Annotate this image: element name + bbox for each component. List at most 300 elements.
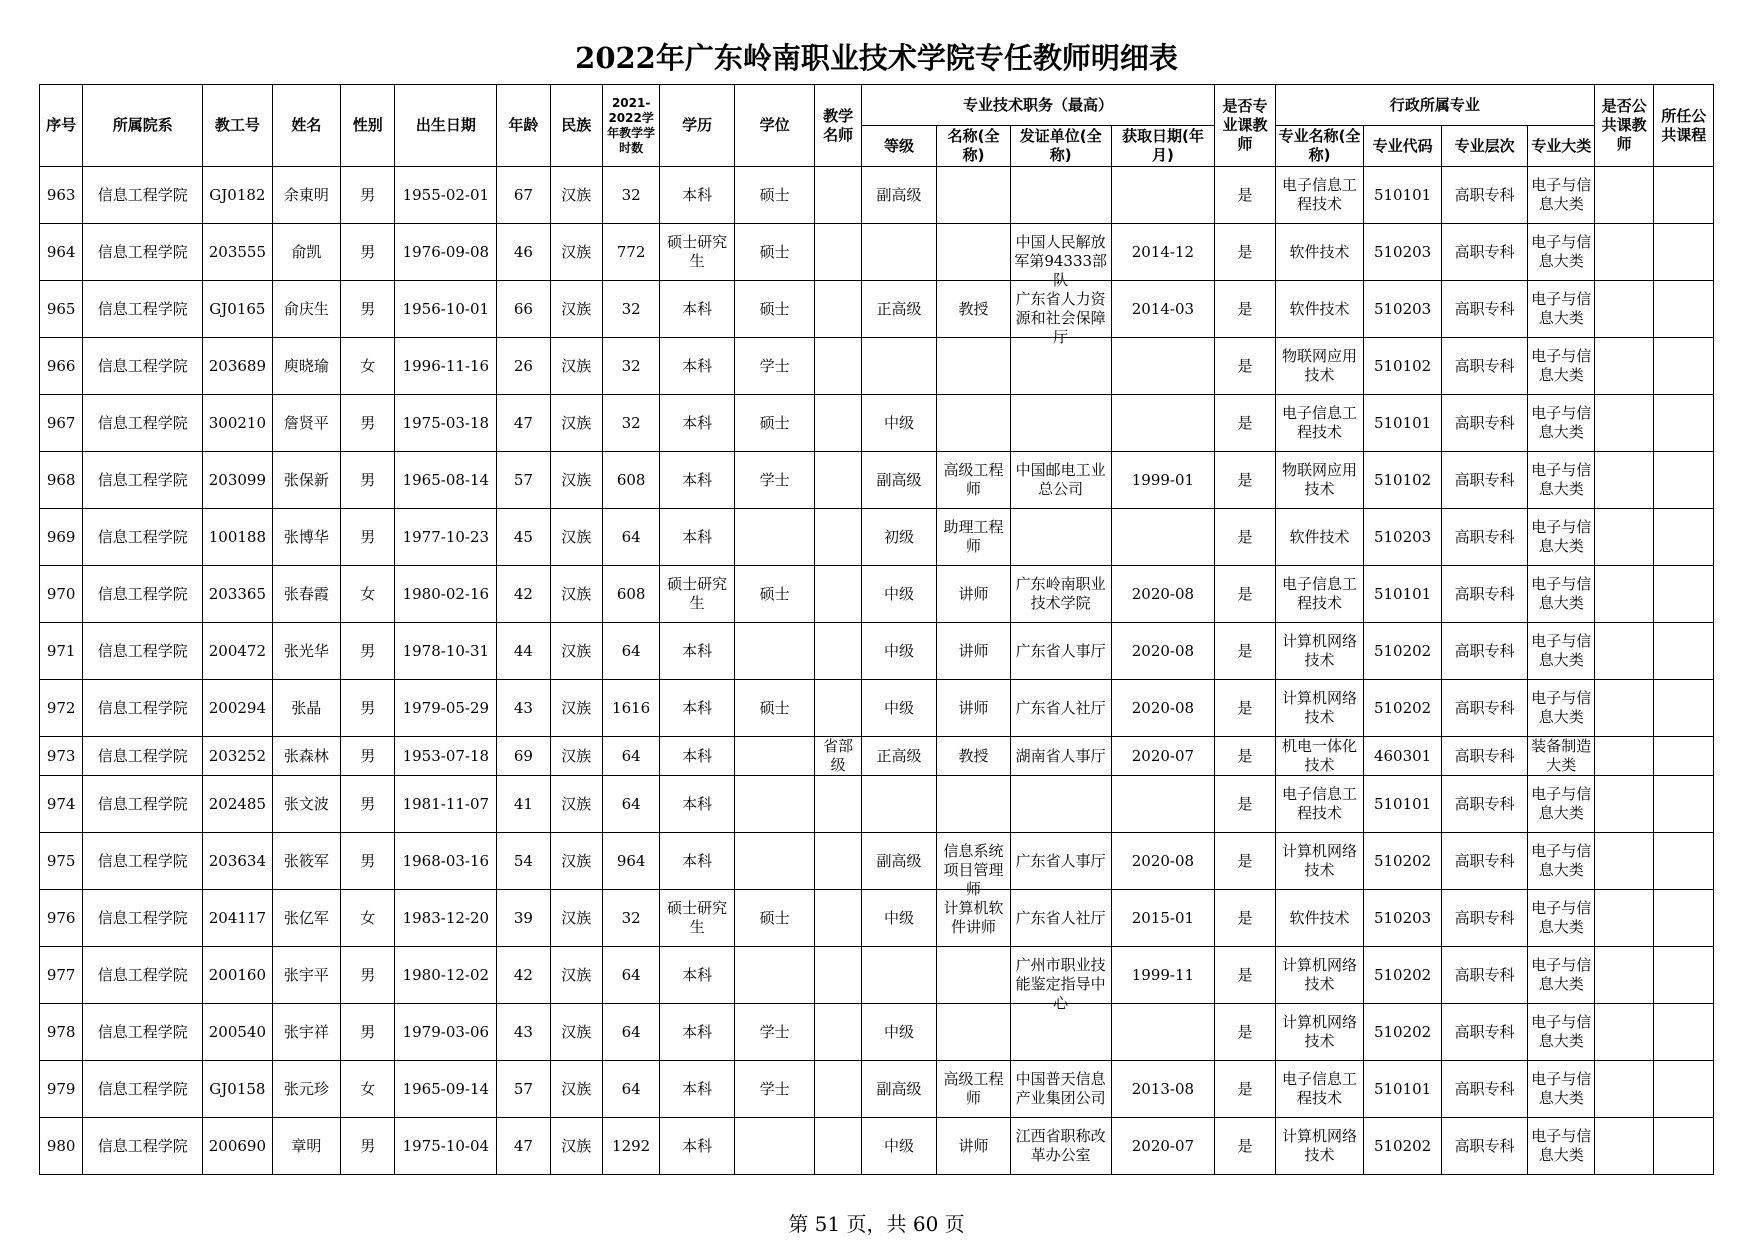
cell-gender [341, 1061, 395, 1118]
cell-seq [40, 167, 83, 224]
cell-text: 1975-03-18 [402, 413, 490, 432]
cell-text: 高职专科 [1454, 1136, 1515, 1155]
cell-age [497, 1118, 550, 1175]
cell-text: 510101 [1373, 584, 1432, 603]
cell-text: 100188 [208, 527, 267, 546]
cell-cat [1528, 1061, 1594, 1118]
cell-text: 973 [46, 746, 76, 765]
cell-age [497, 890, 550, 947]
header-hours: 2021-2022学年教学学时数 [602, 85, 659, 167]
cell-text: 男 [360, 641, 376, 660]
cell-text: 510202 [1373, 641, 1432, 660]
cell-text: 1616 [612, 698, 651, 717]
cell-major [1275, 1118, 1364, 1175]
cell-hours [602, 395, 659, 452]
cell-text: 电子与信息大类 [1531, 1013, 1592, 1050]
cell-id [203, 281, 272, 338]
cell-text: 高职专科 [1454, 1079, 1515, 1098]
cell-text: 汉族 [561, 794, 592, 813]
cell-ethnic [550, 281, 602, 338]
cell-grade [861, 1004, 937, 1061]
cell-text: 汉族 [561, 242, 592, 261]
header-education: 学历 [660, 85, 735, 167]
cell-gender [341, 947, 395, 1004]
cell-grade [861, 167, 937, 224]
cell-text: 讲师 [958, 1136, 989, 1155]
cell-cat [1528, 224, 1594, 281]
cell-grade [861, 1061, 937, 1118]
cell-degree [734, 452, 815, 509]
cell-text: 计算机网络技术 [1282, 1013, 1358, 1050]
cell-text: 信息工程学院 [97, 1079, 188, 1098]
cell-code [1364, 776, 1442, 833]
cell-famous [815, 395, 861, 452]
cell-text: 男 [360, 1136, 376, 1155]
cell-course [1654, 167, 1714, 224]
cell-date [1111, 224, 1215, 281]
header-dept: 所属院系 [83, 85, 203, 167]
cell-text: 高职专科 [1454, 794, 1515, 813]
cell-text: 张宇平 [283, 965, 329, 984]
cell-text: 54 [513, 851, 533, 870]
cell-text: 2020-08 [1131, 641, 1195, 660]
cell-text: 高职专科 [1454, 851, 1515, 870]
cell-level [1441, 947, 1528, 1004]
cell-text: 66 [513, 299, 533, 318]
cell-gender [341, 833, 395, 890]
header-major-category: 专业大类 [1528, 126, 1594, 167]
cell-text: 硕士 [759, 584, 790, 603]
cell-text: 硕士研究生 [667, 899, 728, 936]
cell-text: 中国人民解放军第94333部队 [1014, 233, 1108, 289]
cell-name [272, 224, 340, 281]
cell-text: 是 [1237, 242, 1253, 261]
cell-text: 510202 [1373, 851, 1432, 870]
header-birth: 出生日期 [395, 85, 497, 167]
cell-text: 电子与信息大类 [1531, 404, 1592, 441]
header-admin-group: 行政所属专业 [1275, 85, 1594, 126]
cell-level [1441, 623, 1528, 680]
cell-ethnic [550, 566, 602, 623]
cell-text: 广东岭南职业技术学院 [1015, 575, 1106, 612]
cell-major [1275, 1061, 1364, 1118]
cell-text: GJ0158 [209, 1079, 266, 1098]
cell-course [1654, 338, 1714, 395]
cell-text: 汉族 [561, 1022, 592, 1041]
cell-text: 510101 [1373, 794, 1432, 813]
cell-text: 965 [46, 299, 76, 318]
cell-dept [83, 452, 203, 509]
cell-text: 977 [46, 965, 76, 984]
table-row [40, 395, 1714, 452]
cell-text: 男 [360, 1022, 376, 1041]
cell-pub [1594, 566, 1653, 623]
cell-famous [815, 947, 861, 1004]
cell-pub [1594, 737, 1653, 776]
cell-edu [660, 1004, 735, 1061]
cell-famous [815, 167, 861, 224]
cell-text: 电子信息工程技术 [1282, 404, 1358, 441]
cell-cat [1528, 395, 1594, 452]
cell-level [1441, 1061, 1528, 1118]
cell-text: 男 [360, 698, 376, 717]
cell-text: 67 [513, 185, 533, 204]
cell-text: 964 [616, 851, 646, 870]
cell-pub [1594, 623, 1653, 680]
cell-seq [40, 776, 83, 833]
cell-ethnic [550, 680, 602, 737]
header-seq: 序号 [40, 85, 83, 167]
cell-text: 本科 [682, 746, 713, 765]
cell-text: 47 [513, 1136, 533, 1155]
cell-text: 57 [513, 470, 533, 489]
cell-text: 汉族 [561, 746, 592, 765]
cell-degree [734, 224, 815, 281]
cell-major [1275, 566, 1364, 623]
cell-level [1441, 776, 1528, 833]
cell-tname [937, 281, 1011, 338]
cell-cat [1528, 566, 1594, 623]
cell-text: 本科 [682, 1022, 713, 1041]
cell-major [1275, 452, 1364, 509]
cell-major_t [1215, 395, 1275, 452]
cell-tname [937, 452, 1011, 509]
cell-text: 32 [621, 413, 641, 432]
cell-birth [395, 1061, 497, 1118]
cell-text: 中级 [884, 1022, 915, 1041]
cell-age [497, 452, 550, 509]
cell-text: 64 [621, 1022, 641, 1041]
cell-text: 高级工程师 [943, 1070, 1004, 1107]
cell-edu [660, 833, 735, 890]
cell-course [1654, 833, 1714, 890]
header-obtain-date: 获取日期(年月) [1111, 126, 1215, 167]
cell-degree [734, 281, 815, 338]
cell-hours [602, 338, 659, 395]
cell-text: 1977-10-23 [402, 527, 490, 546]
cell-text: 汉族 [561, 851, 592, 870]
cell-degree [734, 623, 815, 680]
cell-cat [1528, 281, 1594, 338]
cell-text: 200472 [208, 641, 267, 660]
page-footer: 第 51 页，共 60 页 [788, 1212, 965, 1236]
cell-edu [660, 224, 735, 281]
cell-text: 1975-10-04 [402, 1136, 490, 1155]
cell-text: 硕士 [759, 413, 790, 432]
table-row [40, 947, 1714, 1004]
cell-level [1441, 833, 1528, 890]
cell-text: 204117 [208, 908, 267, 927]
cell-text: 32 [621, 908, 641, 927]
cell-ethnic [550, 833, 602, 890]
cell-seq [40, 452, 83, 509]
cell-level [1441, 509, 1528, 566]
cell-gender [341, 167, 395, 224]
cell-dept [83, 167, 203, 224]
cell-hours [602, 737, 659, 776]
cell-hours [602, 509, 659, 566]
cell-text: 副高级 [876, 185, 922, 204]
cell-famous [815, 890, 861, 947]
cell-issuer [1010, 1118, 1111, 1175]
cell-tname [937, 947, 1011, 1004]
cell-level [1441, 452, 1528, 509]
cell-famous [815, 1004, 861, 1061]
cell-gender [341, 395, 395, 452]
cell-text: 高职专科 [1454, 584, 1515, 603]
cell-text: 202485 [208, 794, 267, 813]
cell-pub [1594, 338, 1653, 395]
cell-text: 硕士 [759, 185, 790, 204]
cell-pub [1594, 947, 1653, 1004]
cell-famous [815, 1118, 861, 1175]
cell-level [1441, 224, 1528, 281]
cell-text: 本科 [682, 851, 713, 870]
cell-text: 1292 [612, 1136, 651, 1155]
cell-text: 信息工程学院 [97, 641, 188, 660]
cell-text: 510203 [1373, 299, 1432, 318]
cell-issuer [1010, 1061, 1111, 1118]
cell-level [1441, 1004, 1528, 1061]
cell-text: 信息工程学院 [97, 851, 188, 870]
cell-hours [602, 1061, 659, 1118]
cell-major [1275, 737, 1364, 776]
cell-major_t [1215, 167, 1275, 224]
cell-seq [40, 1004, 83, 1061]
cell-text: 42 [513, 965, 533, 984]
cell-dept [83, 1118, 203, 1175]
cell-text: 1999-01 [1131, 470, 1195, 489]
cell-text: 974 [46, 794, 76, 813]
cell-dept [83, 1061, 203, 1118]
cell-grade [861, 395, 937, 452]
cell-major [1275, 395, 1364, 452]
table-row [40, 623, 1714, 680]
cell-text: 高职专科 [1454, 470, 1515, 489]
cell-text: 2014-03 [1131, 299, 1195, 318]
cell-cat [1528, 680, 1594, 737]
table-row [40, 890, 1714, 947]
cell-degree [734, 737, 815, 776]
cell-text: 信息工程学院 [97, 413, 188, 432]
cell-tname [937, 680, 1011, 737]
cell-text: 男 [360, 299, 376, 318]
cell-text: 电子与信息大类 [1531, 461, 1592, 498]
table-row [40, 1004, 1714, 1061]
cell-issuer [1010, 509, 1111, 566]
cell-seq [40, 833, 83, 890]
cell-cat [1528, 947, 1594, 1004]
cell-text: 汉族 [561, 698, 592, 717]
cell-text: 计算机网络技术 [1282, 956, 1358, 993]
cell-name [272, 509, 340, 566]
cell-cat [1528, 890, 1594, 947]
cell-birth [395, 680, 497, 737]
cell-text: 203634 [208, 851, 267, 870]
cell-hours [602, 566, 659, 623]
cell-text: 1979-03-06 [402, 1022, 490, 1041]
cell-text: 本科 [682, 299, 713, 318]
cell-text: 高职专科 [1454, 413, 1515, 432]
cell-text: 是 [1237, 299, 1253, 318]
cell-hours [602, 1004, 659, 1061]
cell-text: 电子与信息大类 [1531, 956, 1592, 993]
cell-text: 装备制造大类 [1531, 737, 1592, 774]
cell-text: 510102 [1373, 356, 1432, 375]
cell-text: 2015-01 [1131, 908, 1195, 927]
cell-id [203, 623, 272, 680]
cell-text: 电子与信息大类 [1531, 575, 1592, 612]
cell-text: 967 [46, 413, 76, 432]
cell-text: 32 [621, 356, 641, 375]
cell-text: 中级 [884, 584, 915, 603]
cell-edu [660, 680, 735, 737]
cell-text: 64 [621, 794, 641, 813]
cell-text: 1968-03-16 [402, 851, 490, 870]
cell-pub [1594, 1061, 1653, 1118]
cell-name [272, 890, 340, 947]
cell-course [1654, 281, 1714, 338]
cell-id [203, 566, 272, 623]
cell-text: 本科 [682, 470, 713, 489]
cell-dept [83, 833, 203, 890]
cell-hours [602, 452, 659, 509]
cell-name [272, 680, 340, 737]
cell-text: 软件技术 [1289, 299, 1350, 318]
cell-degree [734, 395, 815, 452]
cell-dept [83, 395, 203, 452]
cell-age [497, 947, 550, 1004]
cell-id [203, 338, 272, 395]
cell-id [203, 833, 272, 890]
cell-text: 男 [360, 965, 376, 984]
cell-name [272, 947, 340, 1004]
cell-text: 是 [1237, 1022, 1253, 1041]
cell-name [272, 1061, 340, 1118]
cell-text: 1955-02-01 [402, 185, 490, 204]
cell-pub [1594, 167, 1653, 224]
cell-issuer [1010, 281, 1111, 346]
cell-major_t [1215, 338, 1275, 395]
cell-issuer [1010, 833, 1111, 890]
cell-gender [341, 509, 395, 566]
cell-text: 1999-11 [1131, 965, 1195, 984]
cell-text: 高职专科 [1454, 908, 1515, 927]
cell-dept [83, 947, 203, 1004]
cell-date [1111, 395, 1215, 452]
cell-issuer [1010, 737, 1111, 776]
cell-text: 高职专科 [1454, 1022, 1515, 1041]
cell-ethnic [550, 395, 602, 452]
cell-date [1111, 1061, 1215, 1118]
cell-text: 975 [46, 851, 76, 870]
cell-text: 信息工程学院 [97, 746, 188, 765]
header-age: 年龄 [497, 85, 550, 167]
cell-text: 助理工程师 [943, 518, 1004, 555]
cell-text: 电子信息工程技术 [1282, 575, 1358, 612]
cell-text: 高职专科 [1454, 698, 1515, 717]
cell-tname [937, 1061, 1011, 1118]
cell-text: 是 [1237, 413, 1253, 432]
cell-text: 男 [360, 794, 376, 813]
cell-level [1441, 890, 1528, 947]
cell-text: 张森林 [283, 746, 329, 765]
cell-birth [395, 947, 497, 1004]
cell-text: 本科 [682, 1079, 713, 1098]
cell-code [1364, 833, 1442, 890]
cell-text: 高职专科 [1454, 356, 1515, 375]
table-row [40, 167, 1714, 224]
cell-text: 中级 [884, 908, 915, 927]
cell-text: 计算机软件讲师 [943, 899, 1004, 936]
cell-code [1364, 1004, 1442, 1061]
cell-text: 詹贤平 [283, 413, 329, 432]
cell-famous [815, 776, 861, 833]
header-title-name: 名称(全称) [937, 126, 1011, 167]
cell-seq [40, 224, 83, 281]
cell-gender [341, 776, 395, 833]
cell-edu [660, 947, 735, 1004]
cell-gender [341, 680, 395, 737]
cell-cat [1528, 1004, 1594, 1061]
cell-text: 510102 [1373, 470, 1432, 489]
cell-text: 本科 [682, 698, 713, 717]
cell-text: 1983-12-20 [402, 908, 490, 927]
cell-edu [660, 1118, 735, 1175]
cell-text: 是 [1237, 1079, 1253, 1098]
cell-text: 女 [360, 1079, 376, 1098]
cell-dept [83, 737, 203, 776]
cell-edu [660, 623, 735, 680]
cell-text: 汉族 [561, 584, 592, 603]
cell-text: 讲师 [958, 584, 989, 603]
header-issuer: 发证单位(全称) [1010, 126, 1111, 167]
cell-text: 高职专科 [1454, 185, 1515, 204]
cell-major [1275, 680, 1364, 737]
cell-gender [341, 1118, 395, 1175]
cell-age [497, 776, 550, 833]
cell-pub [1594, 452, 1653, 509]
cell-level [1441, 737, 1528, 776]
cell-text: 2013-08 [1131, 1079, 1195, 1098]
cell-edu [660, 1061, 735, 1118]
cell-text: 1956-10-01 [402, 299, 490, 318]
cell-tname [937, 338, 1011, 395]
cell-text: 广州市职业技能鉴定指导中心 [1015, 956, 1106, 1012]
cell-text: 张元珍 [283, 1079, 329, 1098]
cell-code [1364, 737, 1442, 776]
cell-text: 汉族 [561, 413, 592, 432]
cell-text: 高职专科 [1454, 641, 1515, 660]
cell-code [1364, 452, 1442, 509]
cell-text: 57 [513, 1079, 533, 1098]
cell-seq [40, 890, 83, 947]
cell-text: GJ0165 [209, 299, 266, 318]
cell-text: 是 [1237, 356, 1253, 375]
cell-text: 汉族 [561, 1079, 592, 1098]
cell-age [497, 1004, 550, 1061]
cell-text: 电子信息工程技术 [1282, 1070, 1358, 1107]
cell-text: 电子与信息大类 [1531, 233, 1592, 270]
cell-course [1654, 680, 1714, 737]
cell-hours [602, 281, 659, 338]
cell-text: 1981-11-07 [402, 794, 490, 813]
cell-hours [602, 776, 659, 833]
cell-text: 软件技术 [1289, 242, 1350, 261]
cell-degree [734, 167, 815, 224]
cell-code [1364, 509, 1442, 566]
cell-issuer [1010, 890, 1111, 947]
